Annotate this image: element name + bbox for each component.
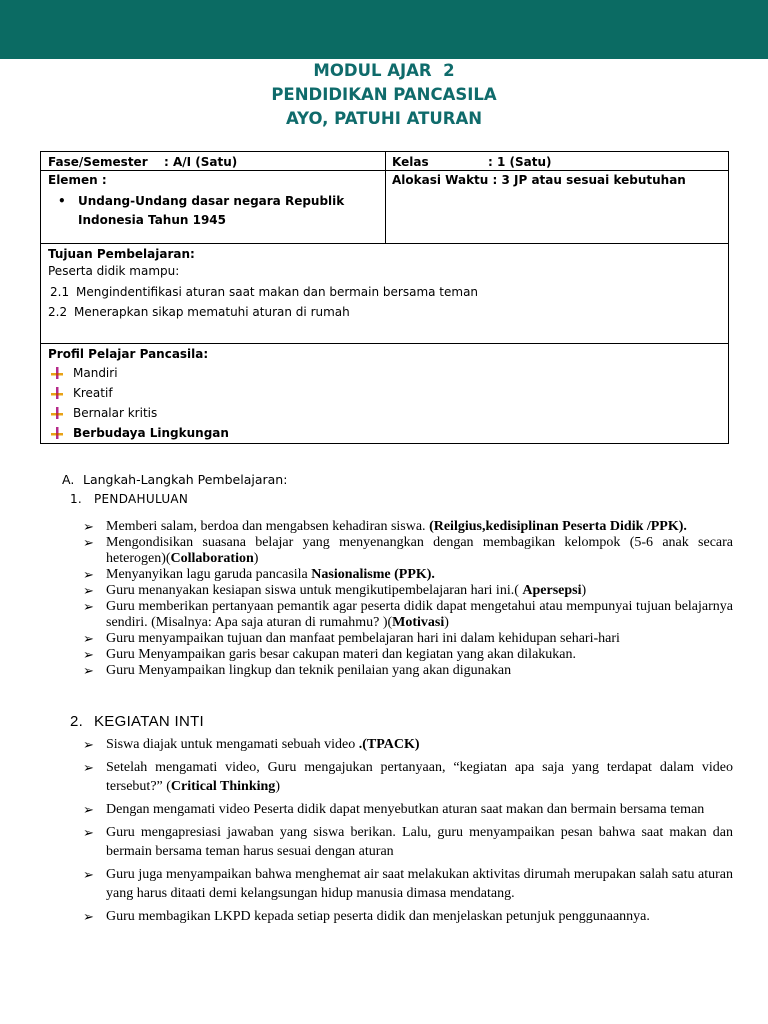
- kegiatan-inti-heading: 2. KEGIATAN INTI: [70, 713, 205, 730]
- module-title: MODUL AJAR 2: [313, 61, 455, 80]
- arrow-bullet-icon: ➢: [83, 567, 94, 582]
- topic-title: AYO, PATUHI ATURAN: [285, 109, 483, 128]
- bullet-dot-icon: •: [58, 194, 66, 208]
- pin-bullet-icon: [50, 427, 64, 439]
- list-item: ➢ Guru menanyakan kesiapan siswa untuk mengikutipembelajaran hari ini.( Apersepsi): [83, 583, 587, 598]
- list-item: ➢ Guru Menyampaikan lingkup dan teknik penilaian yang akan digunakan: [83, 663, 512, 678]
- tujuan-label: Tujuan Pembelajaran:: [48, 247, 195, 261]
- list-item: ➢ Setelah mengamati video, Guru mengajukan pertanyaan, “kegiatan apa saja yang terdapat dalam video tersebut?” (Critical Thinking): [83, 760, 733, 794]
- kelas-cell: [385, 151, 729, 171]
- list-item: ➢ Guru membagikan LKPD kepada setiap peserta didik dan menjelaskan petunjuk penggunaannya.: [83, 909, 650, 924]
- list-item: ➢ Guru Menyampaikan garis besar cakupan materi dan kegiatan yang akan dilakukan.: [83, 647, 576, 662]
- list-item: ➢ Mengondisikan suasana belajar yang menyenangkan dengan membagikan kelompok (5-6 anak secara heterogen)(Collaboration): [83, 535, 733, 566]
- arrow-bullet-icon: ➢: [83, 825, 94, 840]
- pin-bullet-icon: [50, 387, 64, 399]
- kegiatan-inti-list: [83, 735, 733, 930]
- profil-cell: [40, 343, 729, 444]
- pin-bullet-icon: [50, 407, 64, 419]
- tujuan-item: 2.1 Mengindentifikasi aturan saat makan dan bermain bersama teman: [50, 285, 479, 299]
- elemen-label: Elemen :: [48, 173, 107, 187]
- arrow-bullet-icon: ➢: [83, 599, 94, 614]
- profil-item: Kreatif: [48, 383, 721, 403]
- pendahuluan-list: [83, 519, 733, 679]
- profil-label: Profil Pelajar Pancasila:: [48, 347, 209, 361]
- profil-item: Berbudaya Lingkungan: [48, 423, 721, 443]
- arrow-bullet-icon: ➢: [83, 867, 94, 882]
- header-bar: [0, 0, 768, 59]
- list-item: ➢ Guru juga menyampaikan bahwa menghemat air saat melakukan aktivitas dirumah merupakan salah satu aturan yang harus ditaati demi kelangsungan hidup manusia dimasa mendatang.: [83, 867, 733, 901]
- list-item: ➢ Guru mengapresiasi jawaban yang siswa berikan. Lalu, guru menyampaikan pesan bahwa saat makan dan bermain bersama teman harus sesuai dengan aturan: [83, 825, 733, 859]
- tujuan-cell: [40, 243, 729, 344]
- subject-title: PENDIDIKAN PANCASILA: [271, 85, 497, 104]
- elemen-cell: [40, 170, 386, 244]
- pendahuluan-heading: 1. PENDAHULUAN: [70, 492, 189, 506]
- list-item: ➢ Siswa diajak untuk mengamati sebuah video .(TPACK): [83, 737, 420, 752]
- list-item: ➢ Dengan mengamati video Peserta didik dapat menyebutkan aturan saat makan dan bermain bersama teman: [83, 802, 705, 817]
- arrow-bullet-icon: ➢: [83, 737, 94, 752]
- list-item: ➢ Guru memberikan pertanyaan pemantik agar peserta didik dapat mengetahui atau mempunyai tujuan belajarnya sendiri. (Misalnya: Apa saja aturan di rumahmu? )(Motivasi): [83, 599, 733, 630]
- arrow-bullet-icon: ➢: [83, 535, 94, 550]
- tujuan-intro: Peserta didik mampu:: [48, 264, 180, 278]
- fase-label: Fase/Semester: [48, 155, 148, 169]
- arrow-bullet-icon: ➢: [83, 802, 94, 817]
- kelas-label: Kelas: [392, 155, 429, 169]
- arrow-bullet-icon: ➢: [83, 663, 94, 678]
- profil-item: Bernalar kritis: [48, 403, 721, 423]
- arrow-bullet-icon: ➢: [83, 760, 94, 775]
- list-item: ➢ Guru menyampaikan tujuan dan manfaat pembelajaran hari ini dalam kehidupan sehari-hari: [83, 631, 620, 646]
- alokasi-cell: [385, 170, 729, 244]
- pin-bullet-icon: [50, 367, 64, 379]
- fase-cell: [40, 151, 386, 171]
- arrow-bullet-icon: ➢: [83, 909, 94, 924]
- arrow-bullet-icon: ➢: [83, 583, 94, 598]
- arrow-bullet-icon: ➢: [83, 519, 94, 534]
- alokasi-text: Alokasi Waktu : 3 JP atau sesuai kebutuhan: [392, 173, 686, 187]
- profil-item: Mandiri: [48, 363, 721, 383]
- tujuan-item: 2.2 Menerapkan sikap mematuhi aturan di rumah: [48, 305, 350, 319]
- list-item: ➢ Memberi salam, berdoa dan mengabsen kehadiran siswa. (Reilgius,kedisiplinan Peserta Didik /PPK).: [83, 519, 687, 534]
- kelas-value: : 1 (Satu): [488, 155, 552, 169]
- arrow-bullet-icon: ➢: [83, 647, 94, 662]
- elemen-item: • Undang-Undang dasar negara Republik Indonesia Tahun 1945: [58, 194, 345, 227]
- list-item: ➢ Menyanyikan lagu garuda pancasila Nasionalisme (PPK).: [83, 567, 435, 582]
- section-a-heading: A. Langkah-Langkah Pembelajaran:: [62, 472, 288, 487]
- fase-value: : A/I (Satu): [164, 155, 238, 169]
- arrow-bullet-icon: ➢: [83, 631, 94, 646]
